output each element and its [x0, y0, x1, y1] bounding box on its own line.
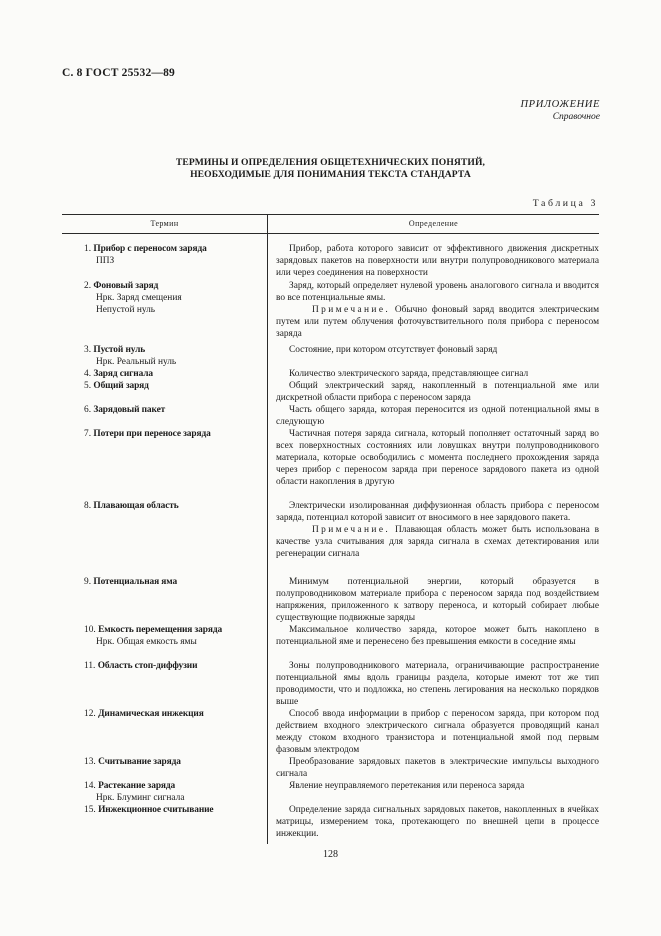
term-number: 14. [84, 781, 96, 791]
term-number: 15. [84, 805, 96, 815]
term-title [84, 660, 266, 672]
definition-cell [276, 804, 599, 840]
definition-cell [276, 280, 599, 340]
definition-cell [276, 428, 599, 488]
table-top-rule [62, 214, 599, 215]
term-name: Общий заряд [93, 381, 149, 391]
term-name: Емкость перемещения заряда [98, 625, 223, 635]
definition-text: Прибор, работа которого зависит от эффективного движения дискретных зарядовых пакетов на поверхности или внутри полупроводникового материала или через соединения на поверхности [276, 244, 599, 279]
definition-cell [276, 380, 599, 404]
column-header-definition: Определение [408, 219, 459, 228]
term-cell [84, 708, 266, 720]
term-number: 11. [84, 661, 96, 671]
term-number: 7. [84, 429, 92, 439]
definition-text: Частичная потеря заряда сигнала, который пополняет остаточный заряд во всех поверхностных состояниях или ловушках внутри полупроводникового материала, которые освободились с момента последнего прохождения заряда через прибор с переносом заряда при переносе зарядового пакета из одной области накопления в другую [276, 429, 599, 488]
term-cell [84, 243, 266, 267]
term-cell [84, 280, 266, 316]
definition-cell [276, 368, 599, 380]
term-cell [84, 576, 266, 588]
definition-note [276, 304, 599, 340]
term-synonym: Нрк. Заряд смещения [96, 293, 182, 304]
definition-cell [276, 576, 599, 624]
term-name: Зарядовый пакет [93, 405, 166, 415]
term-name: Инжекционное считывание [98, 805, 214, 815]
term-name: Растекание заряда [98, 781, 176, 791]
definition-cell [276, 344, 599, 356]
term-cell [84, 780, 266, 804]
term-title [84, 380, 266, 392]
term-number: 12. [84, 709, 96, 719]
term-title [84, 576, 266, 588]
term-title [84, 624, 266, 636]
definition-text: Максимальное количество заряда, которое может быть накоплено в потенциальной яме и перенесено без превышения емкости в соседние ямы [276, 625, 599, 648]
definition-note [276, 524, 599, 560]
definition-cell [276, 756, 599, 780]
page-header: С. 8 ГОСТ 25532—89 [62, 67, 175, 79]
term-number: 2. [84, 281, 92, 291]
term-name: Динамическая инжекция [98, 709, 204, 719]
definition-text: Способ ввода информации в прибор с переносом заряда, при котором под действием входного электрического сигнала образуется проводящий канал между стоком входного транзистора и потенциальной ямой под первым фазовым электродом [276, 709, 599, 756]
term-name: Потери при переносе заряда [93, 429, 211, 439]
definition-cell [276, 404, 599, 428]
term-title [84, 780, 266, 792]
term-name: Считывание заряда [98, 757, 181, 767]
term-cell [84, 380, 266, 392]
term-synonym: Нрк. Общая емкость ямы [96, 637, 197, 648]
column-header-term: Термин [150, 219, 179, 228]
table-header-rule [62, 233, 599, 234]
term-cell [84, 428, 266, 440]
definition-cell [276, 243, 599, 279]
term-synonym: Нрк. Реальный нуль [96, 357, 177, 368]
term-number: 9. [84, 577, 92, 587]
term-synonym: ППЗ [96, 256, 115, 267]
term-number: 6. [84, 405, 92, 415]
term-name: Область стоп-диффузии [97, 661, 198, 671]
term-title [84, 428, 266, 440]
appendix-label [521, 98, 601, 124]
term-name: Заряд сигнала [93, 369, 154, 379]
term-name: Потенциальная яма [93, 577, 178, 587]
term-title [84, 404, 266, 416]
definition-text: Заряд, который определяет нулевой уровень аналогового сигнала и вводится во все потенциальные ямы. [276, 281, 599, 304]
definition-cell [276, 624, 599, 648]
page-number: 128 [323, 849, 338, 860]
term-cell [84, 500, 266, 512]
term-cell [84, 404, 266, 416]
title-line-1: ТЕРМИНЫ И ОПРЕДЕЛЕНИЯ ОБЩЕТЕХНИЧЕСКИХ ПОНЯТИЙ, [175, 157, 486, 168]
term-title [84, 804, 266, 816]
term-title [84, 708, 266, 720]
term-number: 10. [84, 625, 96, 635]
term-title [84, 500, 266, 512]
term-name: Прибор с переносом заряда [93, 244, 207, 254]
table-label: Таблица 3 [532, 198, 598, 209]
definition-text: Часть общего заряда, которая переносится из одной потенциальной ямы в следующую [276, 405, 599, 428]
note-text: Обычно фоновый заряд вводится электрическим путем или путем облучения фоточувствительного поля прибора с переносом заряда [276, 305, 599, 340]
term-name: Плавающая область [93, 501, 179, 511]
term-number: 5. [84, 381, 92, 391]
note-text: Плавающая область может быть использована в качестве узла считывания для заряда сигнала в схемах детектирования или регенерации сигнала [276, 525, 599, 560]
term-title [84, 243, 266, 255]
term-number: 4. [84, 369, 92, 379]
definition-text: Электрически изолированная диффузионная область прибора с переносом заряда, потенциал которой зависит от вносимого в нее зарядового пакета. [276, 501, 599, 524]
term-number: 13. [84, 757, 96, 767]
definition-text: Явление неуправляемого перетекания или переноса заряда [289, 781, 525, 791]
term-title [84, 368, 266, 380]
term-cell [84, 804, 266, 816]
definition-text: Преобразование зарядовых пакетов в электрические импульсы выходного сигнала [276, 757, 599, 780]
term-number: 8. [84, 501, 92, 511]
term-title [84, 756, 266, 768]
appendix-title: ПРИЛОЖЕНИЕ [520, 99, 600, 110]
term-synonym: Непустой нуль [96, 305, 156, 316]
definition-cell [276, 708, 599, 756]
definition-text: Минимум потенциальной энергии, который образуется в полупроводниковом материале прибора с переносом заряда под воздействием напряжения, приложенного к затвору переноса, и который собирает любые существующие подвижные заряды [276, 577, 599, 624]
term-number: 1. [84, 244, 92, 254]
definition-text: Общий электрический заряд, накопленный в потенциальной яме или дискретной области прибора с переносом заряда [276, 381, 599, 404]
note-label: Примечание. [312, 305, 391, 316]
definition-text: Количество электрического заряда, представляющее сигнал [289, 369, 529, 379]
definition-text: Определение заряда сигнальных зарядовых пакетов, накопленных в ячейках матрицы, измерением тока, протекающего по внешней цепи в процессе инжекции. [276, 805, 599, 840]
term-cell [84, 368, 266, 380]
term-title [84, 344, 266, 356]
term-number: 3. [84, 345, 92, 355]
definition-cell [276, 660, 599, 708]
note-label: Примечание. [312, 525, 391, 536]
definition-text: Состояние, при котором отсутствует фоновый заряд [289, 345, 498, 355]
term-cell [84, 660, 266, 672]
term-cell [84, 344, 266, 368]
term-synonym: Нрк. Блуминг сигнала [96, 793, 185, 804]
title-line-2: НЕОБХОДИМЫЕ ДЛЯ ПОНИМАНИЯ ТЕКСТА СТАНДАРТА [190, 169, 471, 180]
document-title [0, 157, 661, 181]
definition-cell [276, 780, 599, 792]
term-title [84, 280, 266, 292]
term-cell [84, 756, 266, 768]
term-cell [84, 624, 266, 648]
appendix-subtitle: Справочное [552, 112, 600, 122]
term-name: Фоновый заряд [93, 281, 159, 291]
definition-cell [276, 500, 599, 560]
term-name: Пустой нуль [93, 345, 146, 355]
definition-text: Зоны полупроводникового материала, ограничивающие распространение потенциальной ямы вдоль границы раздела, которые имеют тот же тип проводимости, что и подложка, но степень легирования на несколько порядков выше [276, 661, 599, 708]
column-divider [267, 215, 268, 844]
